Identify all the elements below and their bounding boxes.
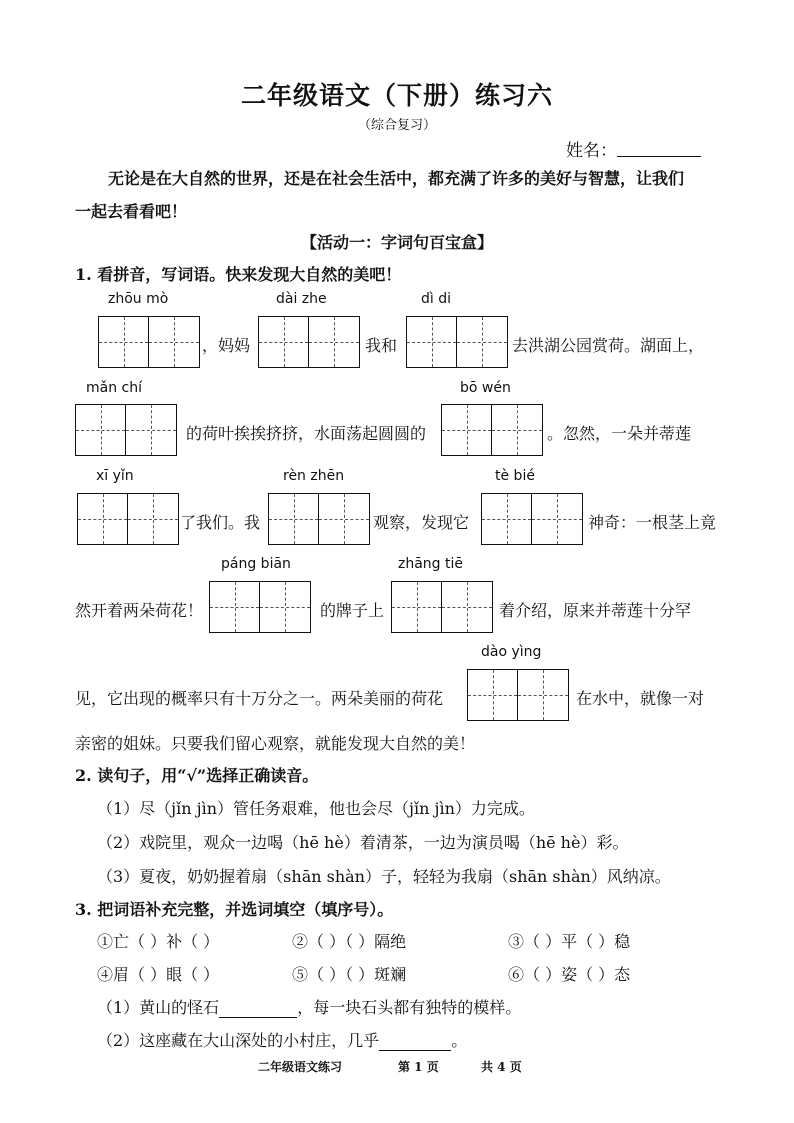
q1-text-r3c: 神奇：一根茎上竟 — [588, 513, 717, 532]
q1-text-r4c: 着介绍，原来并蒂莲十分罕 — [499, 601, 692, 620]
pinyin-4: mǎn chí — [86, 380, 142, 396]
pinyin-2: dài zhe — [276, 291, 327, 307]
section-title: 【活动一：字词句百宝盒】 — [300, 233, 493, 252]
q1-text-r1a: ，妈妈 — [202, 336, 251, 355]
q1-prompt: 1. 看拼音，写词语。快来发现大自然的美吧！ — [75, 265, 402, 284]
q1-text-r1b: 我和 — [365, 336, 398, 355]
intro-line-1: 无论是在大自然的世界，还是在社会生活中，都充满了许多的美好与智慧，让我们 — [108, 169, 685, 188]
page-subtitle: （综合复习） — [357, 118, 436, 133]
q3-word-6: ⑥（ ）姿（ ）态 — [508, 965, 631, 984]
writing-box-8[interactable] — [481, 493, 583, 545]
q3-sentence-2 — [97, 1028, 467, 1051]
pinyin-5: bō wén — [460, 380, 511, 396]
writing-box-2[interactable] — [258, 316, 360, 368]
q1-text-r3b: 观察，发现它 — [373, 513, 470, 532]
pinyin-11: dào yìng — [481, 644, 542, 660]
writing-box-10[interactable] — [391, 581, 493, 633]
pinyin-10: zhāng tiē — [398, 556, 464, 572]
pinyin-6: xī yǐn — [96, 468, 134, 484]
q1-text-r2a: 的荷叶挨挨挤挤，水面荡起圆圆的 — [186, 424, 427, 443]
intro-line-2: 一起去看看吧！ — [75, 202, 188, 221]
q1-text-r5b: 在水中，就像一对 — [576, 689, 705, 708]
q3-word-5: ⑤（ ）（ ）斑斓 — [292, 965, 407, 984]
answer-blank-2[interactable] — [379, 1031, 451, 1051]
pinyin-7: rèn zhēn — [283, 468, 345, 484]
writing-box-9[interactable] — [209, 581, 311, 633]
pinyin-9: páng biān — [221, 556, 291, 572]
q3-sentence-1 — [97, 995, 521, 1018]
q1-text-r4b: 的牌子上 — [320, 601, 385, 620]
page-title: 二年级语文（下册）练习六 — [240, 81, 553, 110]
q1-text-r1c: 去洪湖公园赏荷。湖面上， — [512, 336, 705, 355]
q3-s2-before: （2）这座藏在大山深处的小村庄，几乎 — [97, 1031, 380, 1050]
pinyin-3: dì di — [421, 291, 452, 307]
footer-left: 二年级语文练习 — [258, 1060, 343, 1074]
q2-prompt: 2. 读句子，用“√”选择正确读音。 — [75, 766, 319, 785]
q3-prompt: 3. 把词语补充完整，并选词填空（填序号）。 — [75, 900, 394, 919]
writing-box-7[interactable] — [268, 493, 370, 545]
writing-box-4[interactable] — [75, 404, 177, 456]
writing-box-6[interactable] — [77, 493, 179, 545]
q1-text-r4a: 然开着两朵荷花！ — [75, 601, 204, 620]
writing-box-3[interactable] — [406, 316, 508, 368]
q1-text-r3a: 了我们。我 — [180, 513, 261, 532]
pinyin-8: tè bié — [495, 468, 535, 484]
q3-word-1: ①亡（ ）补（ ） — [97, 932, 220, 951]
footer-total: 共 4 页 — [481, 1060, 522, 1074]
q3-s2-after: 。 — [451, 1031, 468, 1050]
name-blank[interactable] — [617, 156, 701, 157]
answer-blank-1[interactable] — [219, 998, 297, 1018]
writing-box-5[interactable] — [441, 404, 543, 456]
q1-text-r2b: 。忽然，一朵并蒂莲 — [547, 424, 692, 443]
writing-box-11[interactable] — [467, 669, 569, 721]
pinyin-1: zhōu mò — [108, 291, 169, 307]
name-label: 姓名： — [566, 141, 617, 161]
q1-text-r6: 亲密的姐妹。只要我们留心观察，就能发现大自然的美！ — [75, 734, 476, 753]
q3-word-2: ②（ ）（ ）隔绝 — [292, 932, 407, 951]
q2-item-3: （3）夏夜，奶奶握着扇（shān shàn）子，轻轻为我扇（shān shàn）风纳凉。 — [97, 867, 671, 886]
q3-word-3: ③（ ）平（ ）稳 — [508, 932, 631, 951]
q3-s1-after: ，每一块石头都有独特的模样。 — [297, 998, 522, 1017]
q3-s1-before: （1）黄山的怪石 — [97, 998, 220, 1017]
q2-item-1: （1）尽（jǐn jìn）管任务艰难，他也会尽（jǐn jìn）力完成。 — [97, 799, 535, 818]
writing-box-1[interactable] — [98, 316, 200, 368]
footer-page: 第 1 页 — [398, 1060, 439, 1074]
q2-item-2: （2）戏院里，观众一边喝（hē hè）着清茶，一边为演员喝（hē hè）彩。 — [97, 833, 629, 852]
q3-word-4: ④眉（ ）眼（ ） — [97, 965, 220, 984]
q1-text-r5a: 见，它出现的概率只有十万分之一。两朵美丽的荷花 — [75, 689, 444, 708]
